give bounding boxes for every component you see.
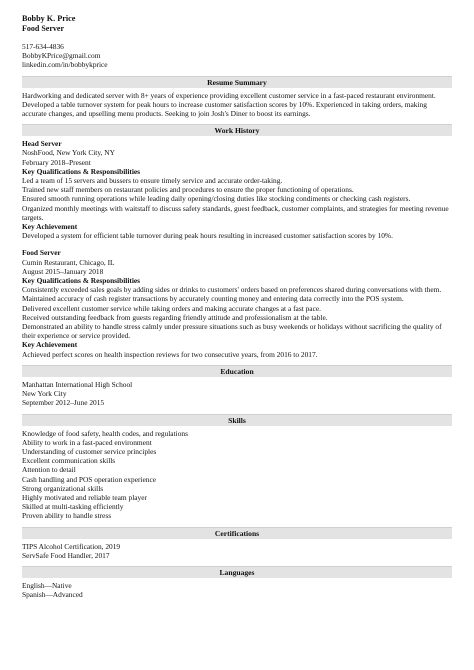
list-item: Highly motivated and reliable team player	[22, 492, 147, 502]
header	[22, 14, 452, 70]
list-item: Proven ability to handle stress	[22, 511, 112, 521]
duty-item: Maintained accuracy of cash register transactions by accurately counting money and entering data correctly into the POS system.	[22, 294, 404, 304]
section-heading-summary: Resume Summary	[22, 76, 452, 88]
achievement-text: Developed a system for efficient table turnover during peak hours resulting in increased customer satisfaction scores by 10%.	[22, 231, 393, 241]
list-item: TIPS Alcohol Certification, 2019	[22, 541, 121, 551]
contact-block	[22, 42, 452, 70]
phone: 517-634-4836	[22, 42, 64, 51]
job-title: Head Server	[22, 139, 62, 149]
certifications-list	[22, 542, 452, 560]
job-entry	[22, 139, 452, 240]
list-item: Strong organizational skills	[22, 483, 104, 493]
list-item: Knowledge of food safety, health codes, and regulations	[22, 428, 188, 438]
education-entry	[22, 380, 452, 408]
list-item: Understanding of customer service principles	[22, 446, 157, 456]
list-item: Skilled at multi-tasking efficiently	[22, 502, 124, 512]
job-dates: August 2015–January 2018	[22, 266, 104, 276]
list-item: Attention to detail	[22, 465, 76, 475]
spacer	[22, 240, 452, 245]
email[interactable]: BobbyKPrice@gmail.com	[22, 51, 101, 61]
section-heading-work: Work History	[22, 124, 452, 136]
job-title: Food Server	[22, 248, 61, 258]
school-name: Manhattan International High School	[22, 379, 133, 389]
duty-item: Received outstanding feedback from guests regarding friendly attitude and professionalism at the table.	[22, 312, 328, 322]
achievement-label: Key Achievement	[22, 222, 78, 232]
job-entry	[22, 248, 452, 358]
skills-list	[22, 429, 452, 521]
job-company: NoshFood, New York City, NY	[22, 148, 115, 158]
list-item: English—Native	[22, 580, 72, 590]
duty-item: Trained new staff members on restaurant policies and procedures to ensure the proper functioning of operations.	[22, 185, 354, 195]
list-item: ServSafe Food Handler, 2017	[22, 550, 110, 560]
languages-list	[22, 581, 452, 599]
list-item: Ability to work in a fast-paced environment	[22, 437, 152, 447]
duty-item: Ensured smooth running operations while leading daily opening/closing duties like stocking condiments or checking cash registers.	[22, 194, 411, 204]
qualifications-label: Key Qualifications & Responsibilities	[22, 276, 141, 286]
school-location: New York City	[22, 389, 67, 399]
duty-item: Demonstrated an ability to handle stress calmly under pressure situations such as busy weekends or holidays without sacrificing the quality of their experience or service provided.	[22, 322, 442, 341]
list-item: Spanish—Advanced	[22, 590, 83, 600]
list-item: Cash handling and POS operation experience	[22, 474, 157, 484]
duty-item: Led a team of 15 servers and bussers to ensure timely service and accurate order-taking.	[22, 176, 283, 186]
job-company: Cumin Restaurant, Chicago, IL	[22, 257, 115, 267]
candidate-title: Food Server	[22, 24, 64, 33]
section-heading-skills: Skills	[22, 414, 452, 426]
duty-item: Organized monthly meetings with waitstaff to discuss safety standards, guest feedback, customer complaints, and strategies for meeting revenue targets.	[22, 203, 449, 222]
school-dates: September 2012–June 2015	[22, 398, 105, 408]
achievement-label: Key Achievement	[22, 340, 78, 350]
section-heading-languages: Languages	[22, 566, 452, 578]
section-heading-certifications: Certifications	[22, 527, 452, 539]
list-item: Excellent communication skills	[22, 456, 116, 466]
achievement-text: Achieved perfect scores on health inspection reviews for two consecutive years, from 2016 to 2017.	[22, 349, 318, 359]
summary-text: Hardworking and dedicated server with 8+ years of experience providing excellent customer service in a fast-paced restaurant environment. Developed a table turnover system for peak hours to increase customer satisfaction scores by 10%. Experienced in taking orders, making accurate changes, and upselling menu products. Seeking to join Josh's Diner to boost its earnings.	[22, 90, 436, 119]
duty-item: Delivered excellent customer service while taking orders and making accurate changes at a fast pace.	[22, 303, 321, 313]
qualifications-label: Key Qualifications & Responsibilities	[22, 166, 141, 176]
section-heading-education: Education	[22, 365, 452, 377]
candidate-name: Bobby K. Price	[22, 14, 76, 23]
duty-item: Consistently exceeded sales goals by adding sides or drinks to customers' orders based on preferences shared during conversations with them.	[22, 285, 442, 295]
job-dates: February 2018–Present	[22, 157, 91, 167]
linkedin[interactable]: linkedin.com/in/bobbykprice	[22, 60, 108, 70]
